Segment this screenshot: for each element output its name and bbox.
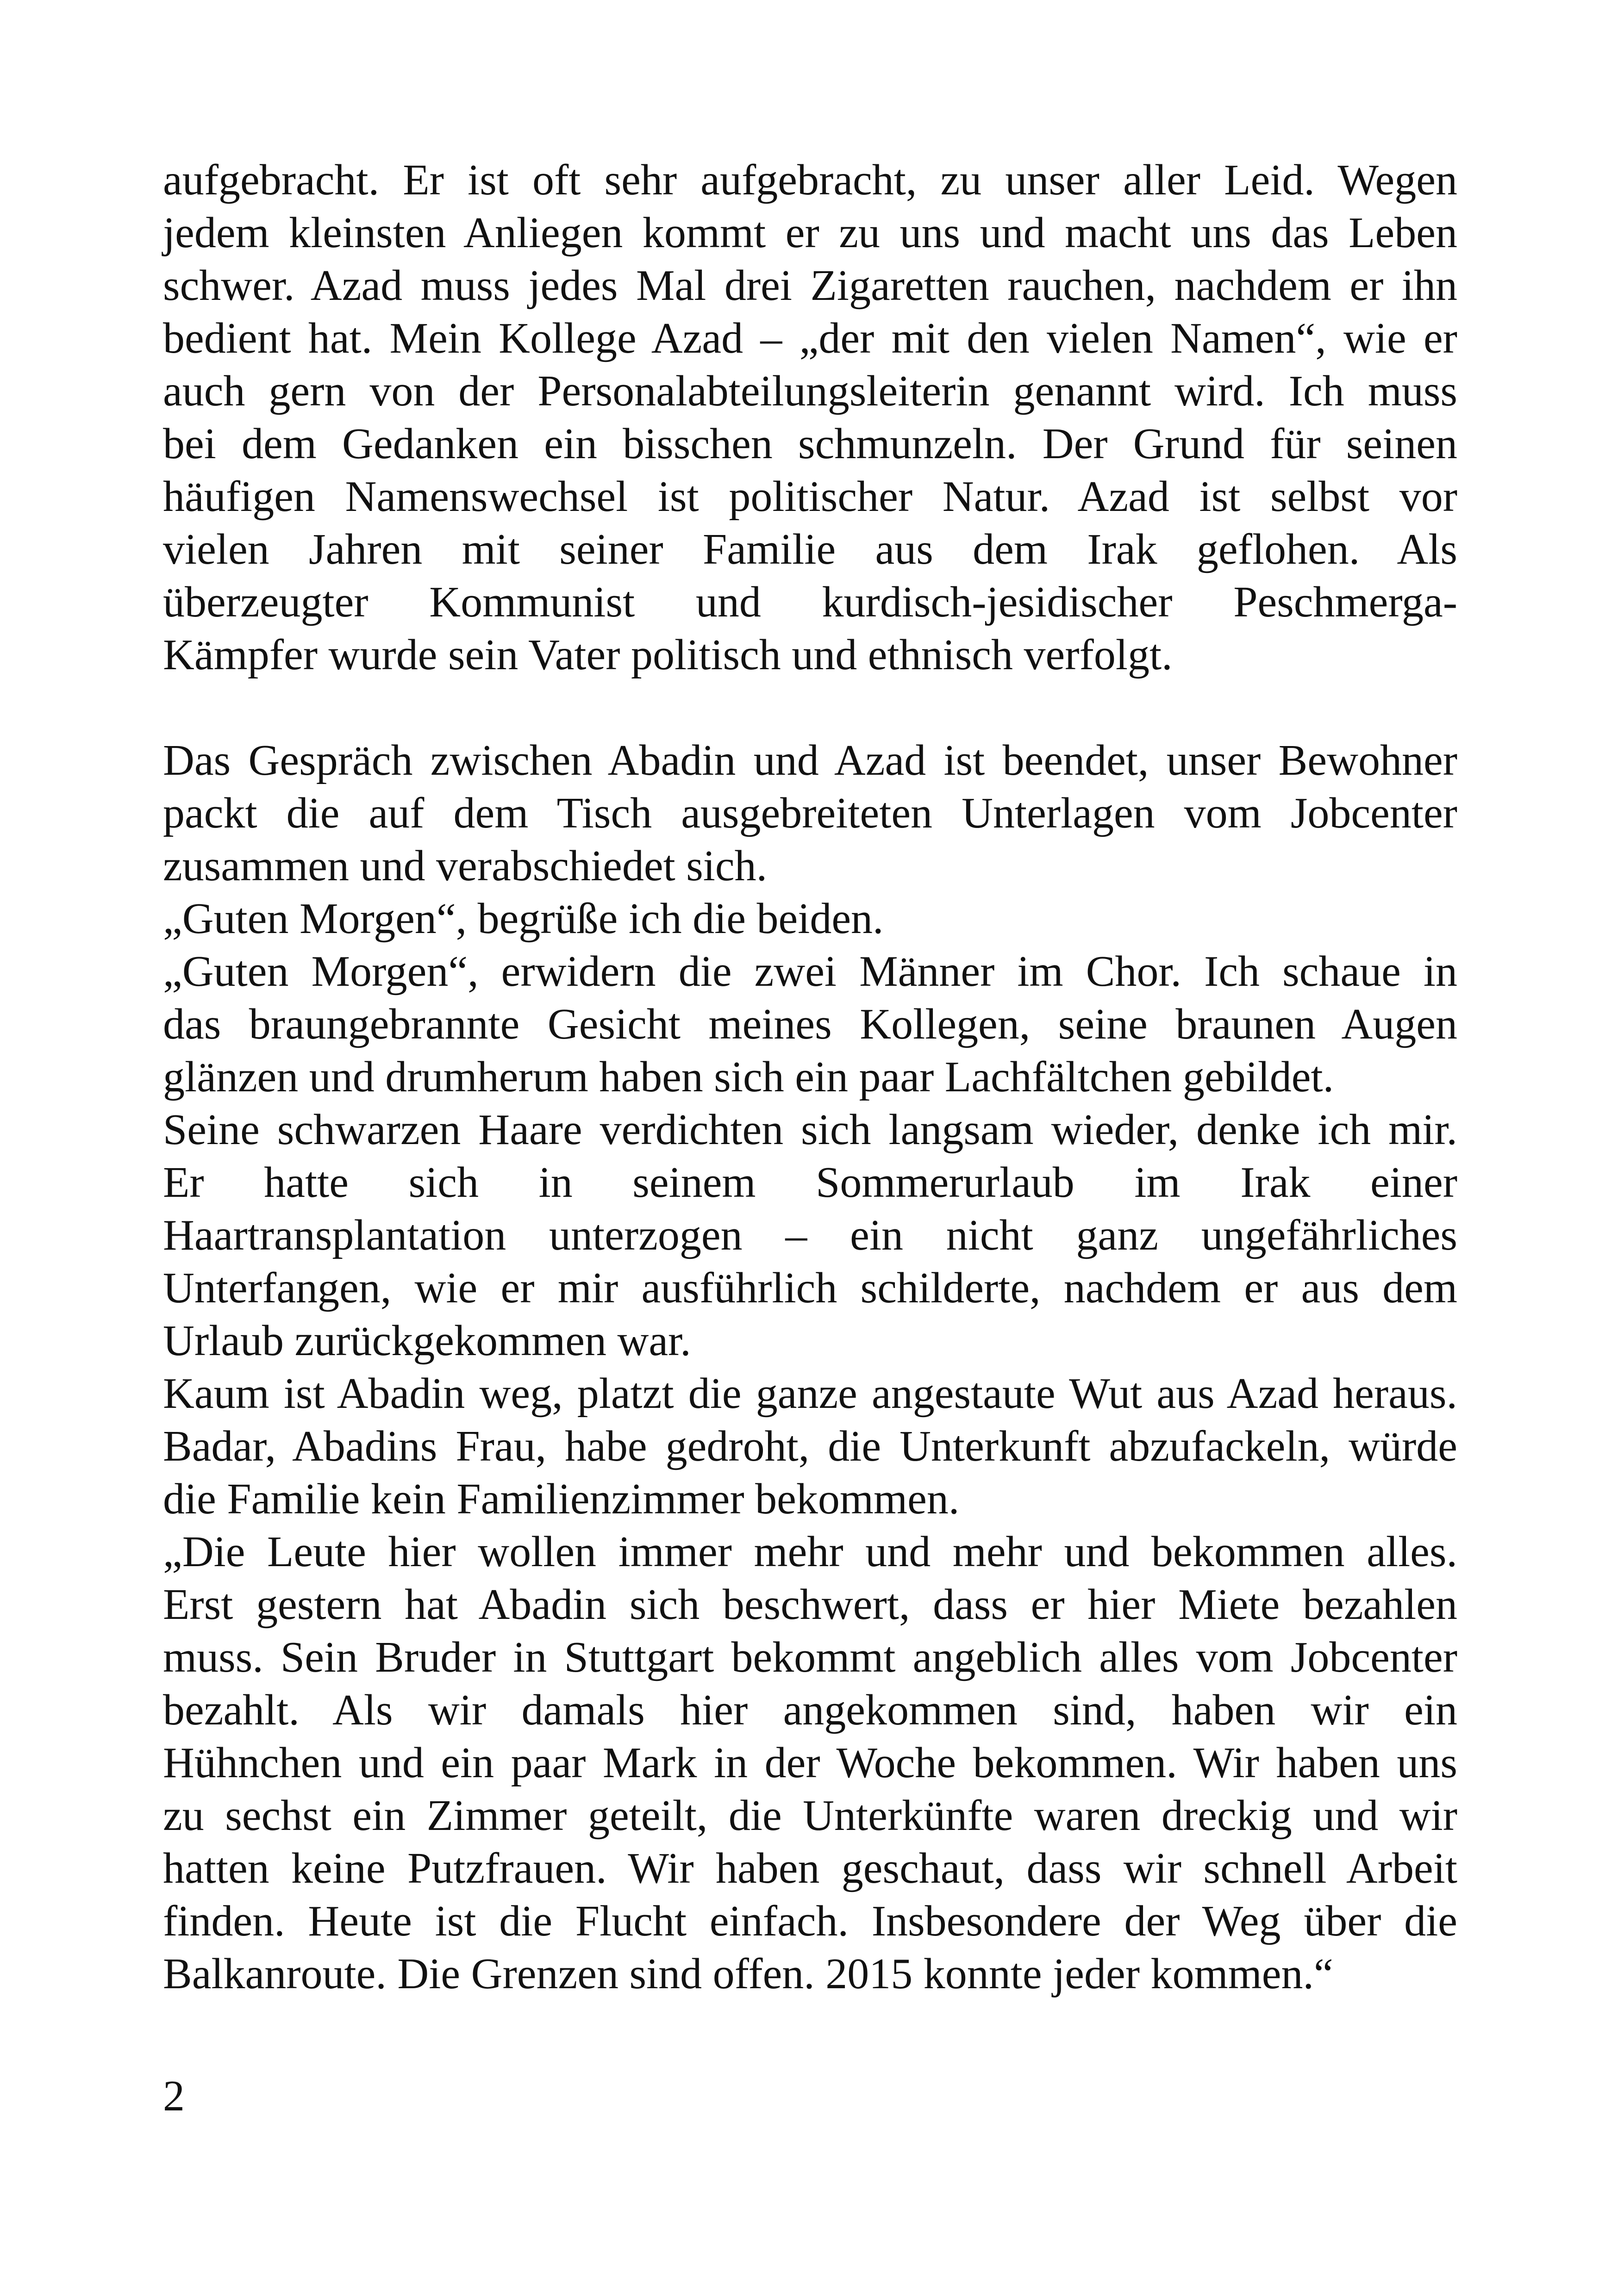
text-line: jedem kleinsten Anliegen kommt er zu uns und macht uns das Leben bbox=[163, 209, 1457, 257]
text-line: hatten keine Putzfrauen. Wir haben geschaut, dass wir schnell Arbeit bbox=[163, 1844, 1457, 1892]
text-line: schwer. Azad muss jedes Mal drei Zigaretten rauchen, nachdem er ihn bbox=[163, 261, 1457, 310]
text-line: „Die Leute hier wollen immer mehr und mehr und bekommen alles. bbox=[163, 1528, 1457, 1576]
text-line: bezahlt. Als wir damals hier angekommen sind, haben wir ein bbox=[163, 1686, 1457, 1734]
text-line: Unterfangen, wie er mir ausführlich schilderte, nachdem er aus dem bbox=[163, 1264, 1457, 1312]
text-line: zusammen und verabschiedet sich. bbox=[163, 842, 768, 890]
text-line: auch gern von der Personalabteilungsleiterin genannt wird. Ich muss bbox=[163, 367, 1457, 415]
text-line: „Guten Morgen“, erwidern die zwei Männer im Chor. Ich schaue in bbox=[163, 947, 1457, 996]
text-line: bei dem Gedanken ein bisschen schmunzeln. Der Grund für seinen bbox=[163, 420, 1457, 468]
text-line: finden. Heute ist die Flucht einfach. Insbesondere der Weg über die bbox=[163, 1897, 1457, 1945]
text-line: Kämpfer wurde sein Vater politisch und ethnisch verfolgt. bbox=[163, 631, 1173, 679]
text-line: packt die auf dem Tisch ausgebreiteten Unterlagen vom Jobcenter bbox=[163, 789, 1457, 837]
text-line: Kaum ist Abadin weg, platzt die ganze angestaute Wut aus Azad heraus. bbox=[163, 1369, 1457, 1418]
text-line: vielen Jahren mit seiner Familie aus dem Irak geflohen. Als bbox=[163, 525, 1457, 573]
text-line: aufgebracht. Er ist oft sehr aufgebracht, zu unser aller Leid. Wegen bbox=[163, 156, 1457, 204]
text-line: Badar, Abadins Frau, habe gedroht, die Unterkunft abzufackeln, würde bbox=[163, 1422, 1457, 1470]
text-line: Urlaub zurückgekommen war. bbox=[163, 1317, 691, 1365]
text-line: Haartransplantation unterzogen – ein nicht ganz ungefährliches bbox=[163, 1211, 1457, 1259]
text-line: Balkanroute. Die Grenzen sind offen. 2015 konnte jeder kommen.“ bbox=[163, 1950, 1333, 1998]
paragraph-1 bbox=[163, 154, 1457, 681]
page-number: 2 bbox=[163, 2072, 185, 2120]
text-line: überzeugter Kommunist und kurdisch-jesidischer Peschmerga- bbox=[163, 578, 1457, 626]
text-line: glänzen und drumherum haben sich ein paar Lachfältchen gebildet. bbox=[163, 1053, 1334, 1101]
text-line: „Guten Morgen“, begrüße ich die beiden. bbox=[163, 895, 884, 943]
text-line: muss. Sein Bruder in Stuttgart bekommt angeblich alles vom Jobcenter bbox=[163, 1633, 1457, 1681]
text-line: bedient hat. Mein Kollege Azad – „der mit den vielen Namen“, wie er bbox=[163, 314, 1457, 362]
text-line: zu sechst ein Zimmer geteilt, die Unterkünfte waren dreckig und wir bbox=[163, 1792, 1457, 1840]
text-line: das braungebrannte Gesicht meines Kollegen, seine braunen Augen bbox=[163, 1000, 1457, 1048]
text-line: häufigen Namenswechsel ist politischer Natur. Azad ist selbst vor bbox=[163, 473, 1457, 521]
text-line: Erst gestern hat Abadin sich beschwert, dass er hier Miete bezahlen bbox=[163, 1580, 1457, 1629]
text-line: Das Gespräch zwischen Abadin und Azad ist beendet, unser Bewohner bbox=[163, 736, 1457, 784]
paragraph-2 bbox=[163, 734, 1457, 2000]
text-line: Hühnchen und ein paar Mark in der Woche bekommen. Wir haben uns bbox=[163, 1739, 1457, 1787]
text-line: die Familie kein Familienzimmer bekommen. bbox=[163, 1475, 960, 1523]
text-line: Er hatte sich in seinem Sommerurlaub im Irak einer bbox=[163, 1158, 1457, 1207]
text-line: Seine schwarzen Haare verdichten sich langsam wieder, denke ich mir. bbox=[163, 1106, 1457, 1154]
